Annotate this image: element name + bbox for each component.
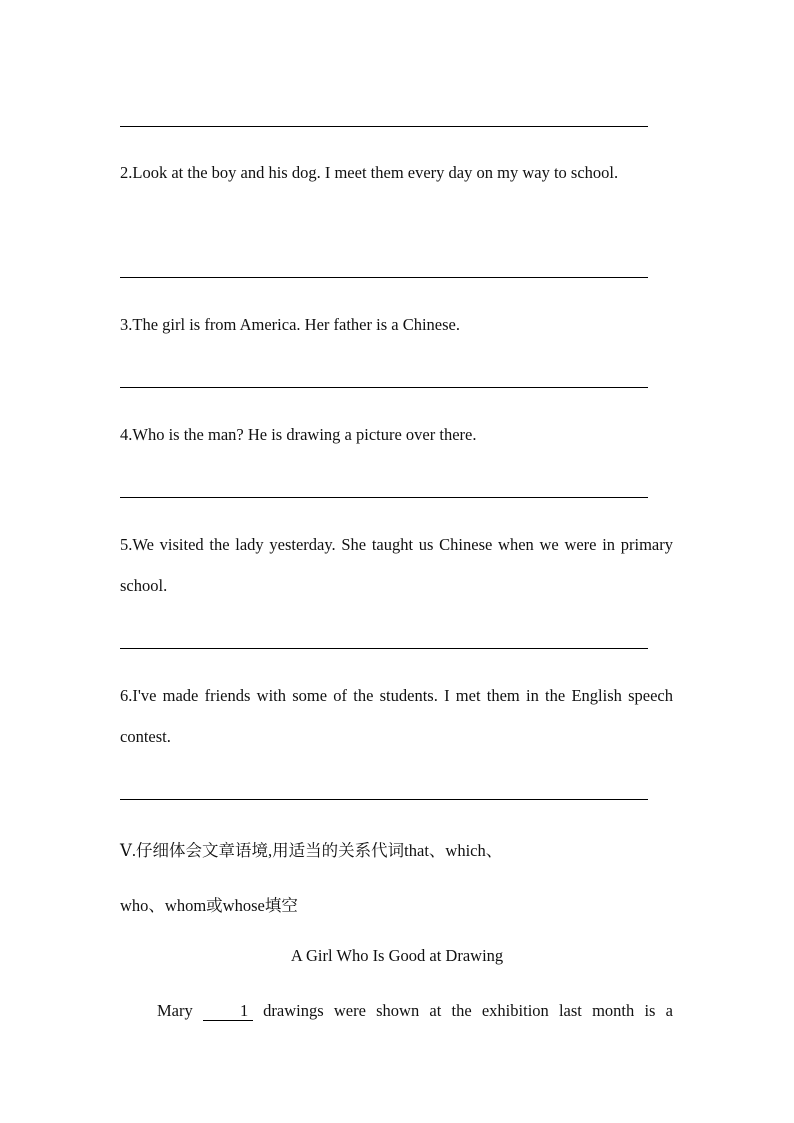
passage-paragraph (120, 1001, 673, 1021)
blank-1[interactable]: 1 (203, 1002, 253, 1021)
answer-line-5 (120, 648, 648, 649)
question-text: I've made friends with some of the students. I met them in the English speech contest. (120, 686, 673, 746)
answer-line-2 (120, 277, 648, 278)
question-number: 6. (120, 686, 133, 705)
question-text: We visited the lady yesterday. She taught us Chinese when we were in primary school. (120, 535, 673, 595)
question-4 (120, 414, 673, 455)
answer-line-4 (120, 497, 648, 498)
passage-text-before-blank: Mary (157, 1001, 203, 1020)
question-number: 3. (120, 315, 133, 334)
question-text: The girl is from America. Her father is a Chinese. (132, 315, 460, 334)
answer-line-1 (120, 126, 648, 127)
question-2 (120, 152, 673, 193)
question-number: 4. (120, 425, 133, 444)
section-heading-line-1: Ⅴ.仔细体会文章语境,用适当的关系代词that、which、 (120, 841, 503, 860)
question-number: 2. (120, 163, 133, 182)
passage-title: A Girl Who Is Good at Drawing (290, 946, 504, 965)
answer-line-3 (120, 387, 648, 388)
question-text: Who is the man? He is drawing a picture over there. (132, 425, 477, 444)
passage-text-after-blank: drawings were shown at the exhibition last month is a (252, 1001, 673, 1020)
question-5 (120, 524, 673, 606)
answer-line-6 (120, 799, 648, 800)
question-number: 5. (120, 535, 133, 554)
question-3 (120, 304, 673, 345)
question-6 (120, 675, 673, 757)
question-text: Look at the boy and his dog. I meet them every day on my way to school. (132, 163, 619, 182)
section-heading-line-2: who、whom或whose填空 (120, 896, 298, 915)
